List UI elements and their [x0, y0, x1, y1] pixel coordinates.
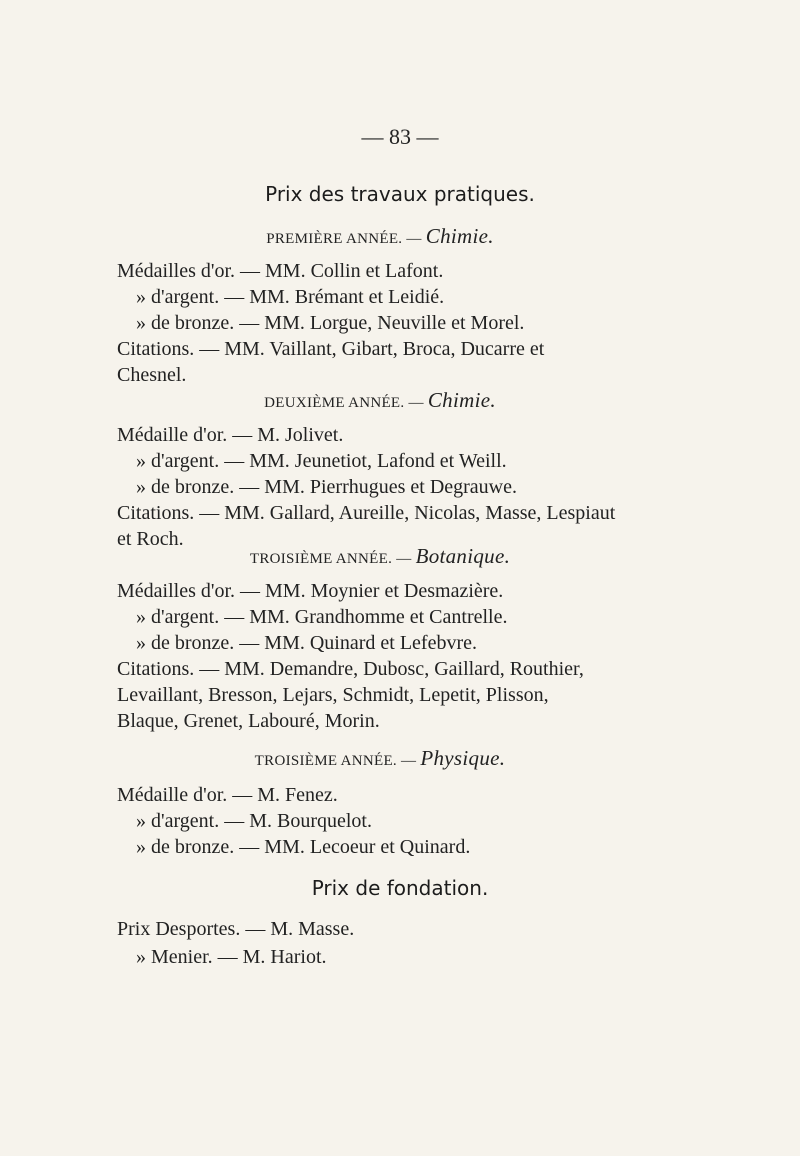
group-heading-subject: Physique. — [420, 746, 506, 770]
award-line: » d'argent. — MM. Brémant et Leidié. — [136, 286, 445, 308]
group-heading-subject: Chimie. — [427, 388, 496, 412]
award-line: Prix Desportes. — M. Masse. — [117, 918, 355, 940]
group-heading — [0, 388, 760, 413]
award-line: » d'argent. — MM. Grandhomme et Cantrelle. — [136, 606, 508, 628]
award-line: Levaillant, Bresson, Lejars, Schmidt, Lepetit, Plisson, — [117, 684, 549, 706]
award-line: Citations. — MM. Demandre, Dubosc, Gaillard, Routhier, — [117, 658, 584, 680]
group-heading-subject: Chimie. — [425, 224, 494, 248]
award-line: Citations. — MM. Gallard, Aureille, Nicolas, Masse, Lespiaut — [117, 502, 616, 524]
group-heading — [0, 224, 760, 249]
section-title-travaux-pratiques: Prix des travaux pratiques. — [265, 182, 535, 206]
section-title-fondation: Prix de fondation. — [311, 876, 489, 900]
group-heading-label: TROISIÈME ANNÉE. — — [254, 753, 417, 769]
award-line: Citations. — MM. Vaillant, Gibart, Broca, Ducarre et — [117, 338, 545, 360]
award-line: » d'argent. — M. Bourquelot. — [136, 810, 372, 832]
award-line: et Roch. — [117, 528, 184, 550]
award-line: » de bronze. — MM. Quinard et Lefebvre. — [136, 632, 477, 654]
award-line: » d'argent. — MM. Jeunetiot, Lafond et Weill. — [136, 450, 507, 472]
page-number: — 83 — — [361, 124, 439, 149]
award-line: Blaque, Grenet, Labouré, Morin. — [117, 710, 380, 732]
award-line: » de bronze. — MM. Lorgue, Neuville et Morel. — [136, 312, 525, 334]
award-line: Médaille d'or. — M. Fenez. — [117, 784, 338, 806]
award-line: Chesnel. — [117, 364, 187, 386]
award-line: » de bronze. — MM. Pierrhugues et Degrauwe. — [136, 476, 518, 498]
group-heading — [0, 544, 760, 569]
award-line: Médaille d'or. — M. Jolivet. — [117, 424, 344, 446]
group-heading-label: TROISIÈME ANNÉE. — — [249, 551, 412, 567]
award-line: Médailles d'or. — MM. Collin et Lafont. — [117, 260, 444, 282]
award-line: » Menier. — M. Hariot. — [136, 946, 327, 968]
group-heading-label: PREMIÈRE ANNÉE. — — [266, 231, 422, 247]
group-heading — [0, 746, 760, 771]
award-line: Médailles d'or. — MM. Moynier et Desmazière. — [117, 580, 504, 602]
group-heading-subject: Botanique. — [415, 544, 511, 568]
award-line: » de bronze. — MM. Lecoeur et Quinard. — [136, 836, 471, 858]
group-heading-label: DEUXIÈME ANNÉE. — — [264, 395, 424, 411]
